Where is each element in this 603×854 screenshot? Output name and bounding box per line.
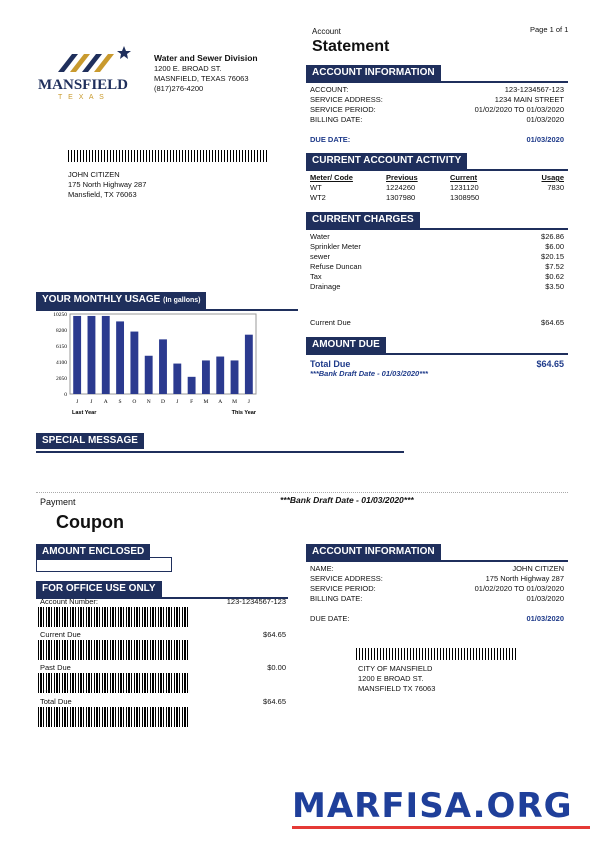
- charge-row: Sprinkler Meter $6.00: [310, 242, 564, 251]
- account-info-rows: ACCOUNT: 123-1234567-123 SERVICE ADDRESS: 1234 MAIN STREET SERVICE PERIOD: 01/02/2020 TO 01/03/2020 BILLING DATE: 01/03/2020 DUE DATE: 01/03/2020: [310, 85, 564, 144]
- table-row: WT2 1307980 1308950: [310, 193, 480, 202]
- barcode-past-due: [38, 673, 188, 693]
- watermark: MARFISA.ORG: [292, 786, 573, 826]
- coupon-past-due: Past Due $0.00: [40, 663, 286, 672]
- charge-row: Drainage $3.50: [310, 282, 564, 291]
- usage-bar: [216, 357, 224, 394]
- utility-phone: (817)276-4200: [154, 84, 204, 93]
- charges-section: CURRENT CHARGES Water $26.86 Sprinkler Meter $6.00 sewer $20.15 Refuse Duncan $7.52 Tax $0.62 Drainage $3.50: [306, 209, 568, 294]
- y-tick-label: 0: [64, 392, 67, 398]
- y-tick-label: 8200: [56, 328, 67, 334]
- y-tick-label: 6150: [56, 344, 67, 350]
- office-use-section: FOR OFFICE USE ONLY: [36, 578, 288, 599]
- utility-address1: 1200 E. BROAD ST.: [154, 64, 222, 73]
- usage-bar: [88, 316, 96, 394]
- coupon-account-info: ACCOUNT INFORMATION NAME: JOHN CITIZEN SERVICE ADDRESS: 175 North Highway 287 SERVICE PERIOD: 01/02/2020 TO 01/03/2020 BILLING DATE: 01/03/2020 DUE DATE: 01/03/2020: [306, 541, 568, 626]
- usage-bar: [130, 332, 138, 394]
- customer-address1: 175 North Highway 287: [68, 180, 147, 189]
- x-tick-label: A: [103, 399, 108, 405]
- usage-bar: [116, 321, 124, 394]
- mansfield-logo: MANSFIELD T E X A S: [38, 44, 138, 104]
- coupon-account-number: Account Number: 123-1234567-123: [40, 597, 286, 606]
- barcode-account: [38, 607, 188, 627]
- x-tick-label: J: [76, 399, 79, 405]
- utility-address2: MASNFIELD, TEXAS 76063: [154, 74, 249, 83]
- statement-title: Statement: [312, 38, 390, 55]
- usage-bar: [102, 316, 110, 394]
- customer-name: JOHN CITIZEN: [68, 170, 120, 179]
- total-due-value: $64.65: [536, 359, 564, 369]
- x-tick-label: F: [190, 399, 194, 405]
- total-due-label: Total Due: [310, 359, 351, 369]
- remit-postal-barcode: [356, 648, 516, 660]
- x-tick-label: A: [218, 399, 223, 405]
- charge-row: sewer $20.15: [310, 252, 564, 261]
- usage-bar: [231, 360, 239, 394]
- usage-bar: [159, 339, 167, 394]
- activity-section: CURRENT ACCOUNT ACTIVITY Meter/ Code Previous Current Usage WT 1224260 1231120 7830 WT2 1307980 1308950: [306, 150, 568, 205]
- x-tick-label: O: [132, 399, 137, 405]
- x-tick-label: N: [146, 399, 151, 405]
- x-tick-label: M: [203, 399, 209, 405]
- bank-draft-note: ***Bank Draft Date - 01/03/2020***: [310, 369, 428, 378]
- y-tick-label: 2050: [56, 376, 67, 382]
- remit-line1: CITY OF MANSFIELD: [358, 664, 433, 673]
- account-label: Account: [312, 27, 341, 36]
- postal-barcode: [68, 150, 268, 162]
- payment-label: Payment: [40, 497, 76, 507]
- charge-row: Refuse Duncan $7.52: [310, 262, 564, 271]
- coupon-current-due: Current Due $64.65: [40, 630, 286, 639]
- usage-chart-svg: [38, 310, 268, 418]
- division-name: Water and Sewer Division: [154, 53, 258, 63]
- x-tick-label: D: [161, 399, 165, 405]
- amount-enclosed-section: AMOUNT ENCLOSED: [36, 541, 172, 560]
- remit-line2: 1200 E BROAD ST.: [358, 674, 424, 683]
- usage-chart: [38, 310, 268, 418]
- current-due-row: Current Due $64.65: [310, 318, 564, 327]
- coupon-title: Coupon: [56, 512, 124, 532]
- y-tick-label: 10250: [53, 312, 67, 318]
- barcode-total-due: [38, 707, 188, 727]
- usage-bar: [173, 364, 181, 394]
- due-date-value: 01/03/2020: [526, 135, 564, 144]
- y-tick-label: 4100: [56, 360, 67, 366]
- x-tick-label: M: [232, 399, 237, 405]
- amount-enclosed-field[interactable]: [36, 557, 172, 572]
- watermark-underline: [292, 826, 590, 829]
- usage-bar: [245, 335, 253, 394]
- barcode-current-due: [38, 640, 188, 660]
- page-number: Page 1 of 1: [530, 25, 569, 34]
- coupon-total-due: Total Due $64.65: [40, 697, 286, 706]
- x-tick-label: J: [90, 399, 93, 405]
- customer-address2: Mansfield, TX 76063: [68, 190, 137, 199]
- usage-bar: [145, 356, 153, 394]
- usage-section: YOUR MONTHLY USAGE (In gallons): [36, 289, 298, 311]
- x-tick-label: J: [247, 399, 250, 405]
- remit-line3: MANSFIELD TX 76063: [358, 684, 436, 693]
- usage-bar: [202, 360, 210, 394]
- usage-bar: [188, 377, 196, 394]
- x-tick-label: J: [176, 399, 179, 405]
- account-info-section: ACCOUNT INFORMATION ACCOUNT: 123-1234567-123 SERVICE ADDRESS: 1234 MAIN STREET SERVICE PERIOD: 01/02/2020 TO 01/03/2020 BILLING DATE: 01/03/2020 DUE DATE: 01/03/2020: [306, 62, 568, 147]
- cut-line: [36, 492, 568, 493]
- usage-bar: [73, 316, 81, 394]
- charge-row: Tax $0.62: [310, 272, 564, 281]
- coupon-draft-note: ***Bank Draft Date - 01/03/2020***: [280, 495, 414, 505]
- this-year-label: This Year: [231, 410, 256, 416]
- table-row: WT 1224260 1231120 7830: [310, 183, 564, 192]
- due-date-label: DUE DATE:: [310, 135, 351, 144]
- x-tick-label: S: [118, 399, 122, 405]
- special-message-section: SPECIAL MESSAGE: [36, 430, 404, 453]
- last-year-label: Last Year: [72, 410, 97, 416]
- amount-due-section: AMOUNT DUE Total Due $64.65 ***Bank Draft Date - 01/03/2020***: [306, 334, 568, 379]
- charge-row: Water $26.86: [310, 232, 564, 241]
